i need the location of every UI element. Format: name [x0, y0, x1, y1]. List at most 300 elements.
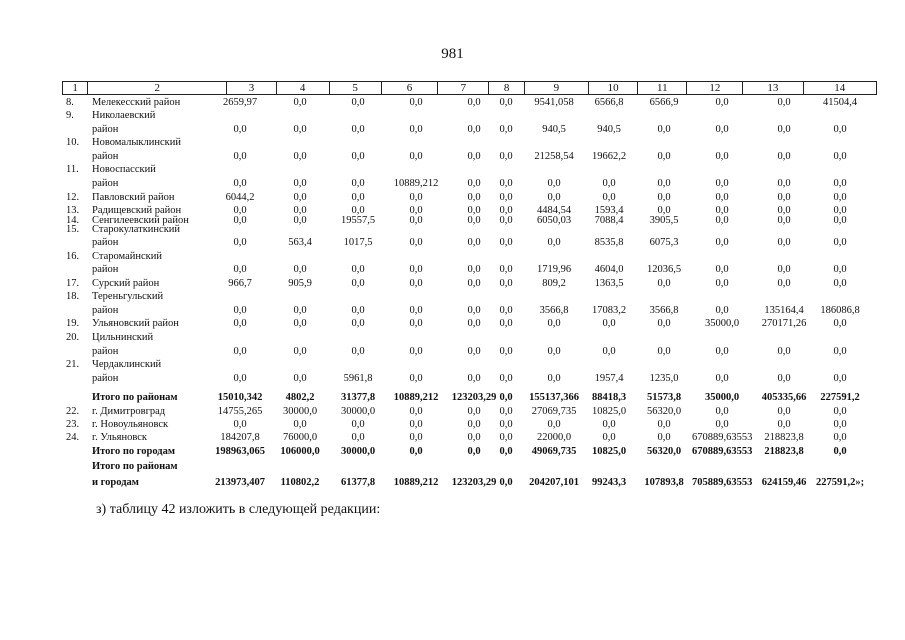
- row-number: 18.: [66, 291, 80, 302]
- row-value: 6566,9: [649, 97, 679, 108]
- row-number: 22.: [66, 406, 80, 417]
- row-value: 0,0: [833, 178, 847, 189]
- row-value: 0,0: [293, 264, 307, 275]
- row-name: Старокулаткинский: [92, 224, 181, 235]
- row-value: 0,0: [409, 205, 423, 216]
- row-value: 0,0: [715, 419, 729, 430]
- row-value: 0,0: [293, 151, 307, 162]
- row-value: 0,0: [467, 97, 481, 108]
- row-value: 0,0: [602, 192, 616, 203]
- row-value: 0,0: [657, 346, 671, 357]
- row-value: 0,0: [715, 205, 729, 216]
- row-value: 0,0: [233, 419, 247, 430]
- row-value: 2659,97: [222, 97, 258, 108]
- row-value: 0,0: [467, 178, 481, 189]
- row-name: Мелекесский район: [92, 97, 181, 108]
- row-number: 10.: [66, 137, 80, 148]
- row-value: 35000,0: [704, 392, 740, 403]
- row-value: 0,0: [467, 305, 481, 316]
- row-value: 670889,63553: [692, 446, 753, 457]
- row-name: район: [92, 373, 119, 384]
- header-cell: 12: [687, 82, 743, 94]
- row-value: 61377,8: [340, 477, 376, 488]
- row-value: 0,0: [499, 278, 513, 289]
- row-value: 0,0: [409, 97, 423, 108]
- row-value: 41504,4: [822, 97, 858, 108]
- row-value: 5961,8: [343, 373, 373, 384]
- row-value: 0,0: [499, 477, 513, 488]
- row-value: 0,0: [409, 264, 423, 275]
- row-value: 76000,0: [282, 432, 318, 443]
- row-number: 19.: [66, 318, 80, 329]
- row-value: 0,0: [467, 192, 481, 203]
- table-row: [0, 192, 905, 204]
- row-value: 10825,0: [591, 406, 627, 417]
- row-name: Новоспасский: [92, 164, 156, 175]
- row-value: 0,0: [499, 346, 513, 357]
- row-value: 0,0: [777, 215, 791, 226]
- row-value: 0,0: [777, 205, 791, 216]
- row-value: 0,0: [293, 419, 307, 430]
- row-value: 0,0: [715, 151, 729, 162]
- row-value: 0,0: [233, 264, 247, 275]
- row-value: 31377,8: [340, 392, 376, 403]
- row-value: 218823,8: [764, 432, 804, 443]
- row-value: 0,0: [715, 178, 729, 189]
- row-name: Цильнинский: [92, 332, 154, 343]
- row-value: 0,0: [499, 178, 513, 189]
- table-row: [0, 178, 905, 190]
- row-value: 19662,2: [591, 151, 627, 162]
- table-row: [0, 224, 905, 236]
- row-number: 23.: [66, 419, 80, 430]
- row-value: 0,0: [715, 192, 729, 203]
- row-value: 106000,0: [280, 446, 320, 457]
- row-value: 0,0: [777, 278, 791, 289]
- row-value: 0,0: [547, 237, 561, 248]
- header-cell: 1: [63, 82, 88, 94]
- row-value: 123203,29: [451, 477, 497, 488]
- row-value: 204207,101: [529, 477, 579, 488]
- row-value: 0,0: [657, 278, 671, 289]
- row-value: 1719,96: [536, 264, 572, 275]
- row-value: 0,0: [777, 346, 791, 357]
- row-value: 0,0: [833, 419, 847, 430]
- row-value: 0,0: [467, 237, 481, 248]
- table-row: [0, 359, 905, 371]
- table-row: [0, 392, 905, 404]
- row-value: 0,0: [499, 392, 513, 403]
- row-value: 0,0: [547, 346, 561, 357]
- row-value: 0,0: [409, 446, 423, 457]
- row-value: 4802,2: [285, 392, 315, 403]
- row-value: 3905,5: [649, 215, 679, 226]
- row-value: 0,0: [467, 419, 481, 430]
- row-value: 0,0: [499, 446, 513, 457]
- row-value: 0,0: [499, 406, 513, 417]
- row-value: 10889,212: [393, 477, 439, 488]
- row-value: 0,0: [233, 178, 247, 189]
- row-name: Радищевский район: [92, 205, 182, 216]
- header-cell: 8: [489, 82, 524, 94]
- row-value: 0,0: [602, 346, 616, 357]
- row-value: 0,0: [833, 237, 847, 248]
- table-row: [0, 419, 905, 431]
- row-name: Итого по городам: [92, 446, 176, 457]
- header-cell: 5: [330, 82, 382, 94]
- table-row: [0, 151, 905, 163]
- row-name: Сурский район: [92, 278, 160, 289]
- table-row: [0, 264, 905, 276]
- row-value: 227591,2: [820, 392, 860, 403]
- row-value: 0,0: [293, 346, 307, 357]
- row-value: 0,0: [657, 419, 671, 430]
- row-value: 0,0: [409, 346, 423, 357]
- row-value: 0,0: [547, 318, 561, 329]
- header-cell: 6: [382, 82, 439, 94]
- row-value: 0,0: [409, 124, 423, 135]
- row-value: 213973,407: [215, 477, 265, 488]
- header-cell: 9: [525, 82, 589, 94]
- row-value: 1017,5: [343, 237, 373, 248]
- row-value: 0,0: [293, 124, 307, 135]
- row-name: Итого по районам: [92, 392, 178, 403]
- row-value: 0,0: [233, 205, 247, 216]
- table-row: [0, 291, 905, 303]
- row-value: 15010,342: [217, 392, 263, 403]
- row-name: Николаевский: [92, 110, 156, 121]
- header-cell: 14: [834, 82, 846, 94]
- row-value: 0,0: [602, 419, 616, 430]
- row-value: 0,0: [351, 192, 365, 203]
- row-value: 0,0: [293, 305, 307, 316]
- row-name: район: [92, 264, 119, 275]
- row-value: 0,0: [233, 124, 247, 135]
- row-name: Чердаклинский: [92, 359, 162, 370]
- table-row: [0, 164, 905, 176]
- row-value: 0,0: [777, 264, 791, 275]
- table-row: [0, 278, 905, 290]
- row-value: 0,0: [657, 151, 671, 162]
- row-value: 405335,66: [761, 392, 807, 403]
- row-value: 0,0: [467, 446, 481, 457]
- row-value: 0,0: [715, 406, 729, 417]
- row-name: Новомалыклинский: [92, 137, 181, 148]
- row-value: 99243,3: [591, 477, 627, 488]
- row-value: 17083,2: [591, 305, 627, 316]
- row-value: 0,0: [293, 192, 307, 203]
- row-number: 12.: [66, 192, 80, 203]
- row-value: 0,0: [409, 305, 423, 316]
- row-value: 88418,3: [591, 392, 627, 403]
- row-value: 940,5: [597, 124, 621, 135]
- row-value: 0,0: [499, 97, 513, 108]
- row-value: 30000,0: [282, 406, 318, 417]
- row-value: 0,0: [833, 151, 847, 162]
- row-value: 0,0: [467, 205, 481, 216]
- row-value: 123203,29: [451, 392, 497, 403]
- row-value: 0,0: [351, 97, 365, 108]
- row-name: Павловский район: [92, 192, 175, 203]
- row-value: 0,0: [467, 373, 481, 384]
- row-value: 0,0: [293, 178, 307, 189]
- row-value: 0,0: [467, 432, 481, 443]
- row-value: 0,0: [499, 419, 513, 430]
- row-value: 0,0: [657, 178, 671, 189]
- row-value: 0,0: [467, 124, 481, 135]
- row-value: 155137,366: [529, 392, 579, 403]
- row-value: 0,0: [602, 178, 616, 189]
- row-value: 51573,8: [646, 392, 682, 403]
- row-number: 16.: [66, 251, 80, 262]
- row-value: 0,0: [777, 237, 791, 248]
- row-value: 0,0: [499, 318, 513, 329]
- row-value: 19557,5: [340, 215, 376, 226]
- row-value: 0,0: [777, 192, 791, 203]
- row-value: 0,0: [409, 373, 423, 384]
- row-value: 705889,63553: [692, 477, 753, 488]
- row-name: г. Ульяновск: [92, 432, 148, 443]
- row-value: 56320,0: [646, 406, 682, 417]
- row-value: 8535,8: [594, 237, 624, 248]
- row-value: 0,0: [467, 264, 481, 275]
- row-value: 0,0: [293, 205, 307, 216]
- row-value: 0,0: [602, 318, 616, 329]
- row-value: 30000,0: [340, 406, 376, 417]
- row-value: 563,4: [288, 237, 312, 248]
- row-value: 186086,8: [820, 305, 860, 316]
- row-value: 0,0: [499, 305, 513, 316]
- row-value: 905,9: [288, 278, 312, 289]
- row-value: 0,0: [777, 124, 791, 135]
- row-number: 17.: [66, 278, 80, 289]
- row-value: 0,0: [409, 419, 423, 430]
- page-number: 981: [441, 46, 464, 62]
- row-value: 0,0: [499, 192, 513, 203]
- row-value: 0,0: [657, 205, 671, 216]
- row-value: 110802,2: [280, 477, 320, 488]
- row-value: 0,0: [715, 373, 729, 384]
- table-row: [0, 251, 905, 263]
- row-value: 0,0: [715, 346, 729, 357]
- row-value: 0,0: [833, 205, 847, 216]
- row-number: 8.: [66, 97, 74, 108]
- row-value: 0,0: [715, 215, 729, 226]
- row-value: 1957,4: [594, 373, 624, 384]
- row-value: 0,0: [409, 237, 423, 248]
- row-value: 49069,735: [531, 446, 577, 457]
- row-value: 0,0: [777, 97, 791, 108]
- table-row: [0, 237, 905, 249]
- row-value: 0,0: [833, 264, 847, 275]
- row-value: 198963,065: [215, 446, 265, 457]
- row-name: район: [92, 124, 119, 135]
- row-number: 11.: [66, 164, 79, 175]
- row-name: район: [92, 151, 119, 162]
- row-value: 1235,0: [649, 373, 679, 384]
- table-row: [0, 346, 905, 358]
- row-value: 0,0: [233, 237, 247, 248]
- row-value: 0,0: [467, 278, 481, 289]
- row-value: 0,0: [351, 151, 365, 162]
- row-value: 1363,5: [594, 278, 624, 289]
- row-value: 0,0: [409, 406, 423, 417]
- footer-instruction: з) таблицу 42 изложить в следующей редакции:: [96, 502, 381, 517]
- row-value: 0,0: [833, 432, 847, 443]
- row-value: 0,0: [833, 215, 847, 226]
- row-value: 10889,212: [393, 392, 439, 403]
- row-value: 0,0: [351, 318, 365, 329]
- row-value: 107893,8: [644, 477, 684, 488]
- row-value: 0,0: [351, 305, 365, 316]
- row-value: 0,0: [409, 215, 423, 226]
- row-value: 0,0: [833, 373, 847, 384]
- row-value: 0,0: [233, 215, 247, 226]
- row-value: 0,0: [833, 446, 847, 457]
- row-name: г. Димитровград: [92, 406, 166, 417]
- row-value: 0,0: [833, 278, 847, 289]
- row-value: 0,0: [833, 192, 847, 203]
- row-name: район: [92, 305, 119, 316]
- row-number: 14.: [66, 215, 80, 226]
- table-row: [0, 406, 905, 418]
- row-name: район: [92, 178, 119, 189]
- table-row: [0, 373, 905, 385]
- row-value: 0,0: [499, 124, 513, 135]
- row-value: 6566,8: [594, 97, 624, 108]
- row-value: 809,2: [542, 278, 566, 289]
- row-name: район: [92, 237, 119, 248]
- row-value: 0,0: [833, 406, 847, 417]
- row-value: 0,0: [467, 215, 481, 226]
- table-row: [0, 446, 905, 458]
- row-value: 135164,4: [764, 305, 804, 316]
- header-cell: 11: [638, 82, 687, 94]
- row-value: 0,0: [547, 419, 561, 430]
- row-value: 0,0: [233, 305, 247, 316]
- header-cell: 4: [277, 82, 330, 94]
- row-value: 3566,8: [539, 305, 569, 316]
- row-value: 0,0: [409, 151, 423, 162]
- row-value: 0,0: [409, 192, 423, 203]
- row-value: 0,0: [467, 346, 481, 357]
- row-value: 12036,5: [646, 264, 682, 275]
- row-value: 0,0: [602, 432, 616, 443]
- row-value: 670889,63553: [692, 432, 753, 443]
- row-value: 184207,8: [220, 432, 260, 443]
- row-value: 0,0: [715, 97, 729, 108]
- table-header-row: [62, 81, 877, 95]
- row-value: 7088,4: [594, 215, 624, 226]
- row-name: Старомайнский: [92, 251, 163, 262]
- row-value: 1593,4: [594, 205, 624, 216]
- row-value: 6050,03: [536, 215, 572, 226]
- row-value: 30000,0: [340, 446, 376, 457]
- row-value: 0,0: [777, 419, 791, 430]
- row-value: 0,0: [657, 192, 671, 203]
- row-value: 218823,8: [764, 446, 804, 457]
- row-name: Итого по районам: [92, 461, 178, 472]
- row-value: 14755,265: [217, 406, 263, 417]
- table-row: [0, 461, 905, 473]
- row-number: 9.: [66, 110, 74, 121]
- row-value: 0,0: [351, 124, 365, 135]
- row-value: 0,0: [293, 97, 307, 108]
- row-number: 13.: [66, 205, 80, 216]
- row-value: 270171,26: [761, 318, 807, 329]
- table-row: [0, 124, 905, 136]
- row-value: 0,0: [351, 278, 365, 289]
- row-value: 0,0: [715, 305, 729, 316]
- row-value: 0,0: [715, 264, 729, 275]
- row-value: 0,0: [499, 205, 513, 216]
- header-cell: 2: [88, 82, 227, 94]
- table-row: [0, 332, 905, 344]
- row-value: 0,0: [351, 419, 365, 430]
- header-cell: 13: [743, 82, 803, 94]
- table-row: [0, 477, 905, 489]
- row-value: 6075,3: [649, 237, 679, 248]
- row-value: 0,0: [777, 406, 791, 417]
- row-value: 0,0: [499, 264, 513, 275]
- row-value: 0,0: [233, 346, 247, 357]
- row-value: 0,0: [233, 318, 247, 329]
- row-value: 9541,058: [534, 97, 574, 108]
- row-value: 21258,54: [534, 151, 574, 162]
- row-value: 0,0: [499, 432, 513, 443]
- row-value: 0,0: [499, 215, 513, 226]
- row-value: 0,0: [467, 151, 481, 162]
- row-value: 0,0: [715, 278, 729, 289]
- row-value: 0,0: [499, 373, 513, 384]
- table-row: [0, 97, 905, 109]
- row-value: 0,0: [715, 237, 729, 248]
- row-value: 4484,54: [536, 205, 572, 216]
- row-value: 0,0: [657, 124, 671, 135]
- table-row: [0, 137, 905, 149]
- row-name: Сенгилеевский район: [92, 215, 189, 226]
- row-value: 0,0: [467, 406, 481, 417]
- table-row: [0, 432, 905, 444]
- row-value: 27069,735: [531, 406, 577, 417]
- row-value: 0,0: [499, 151, 513, 162]
- row-value: 0,0: [777, 151, 791, 162]
- row-name: г. Новоульяновск: [92, 419, 169, 430]
- row-value: 0,0: [547, 192, 561, 203]
- row-value: 0,0: [351, 346, 365, 357]
- row-value: 22000,0: [536, 432, 572, 443]
- row-value: 0,0: [409, 318, 423, 329]
- row-value: 0,0: [409, 278, 423, 289]
- row-value: 0,0: [351, 432, 365, 443]
- row-value: 940,5: [542, 124, 566, 135]
- row-number: 20.: [66, 332, 80, 343]
- row-name: район: [92, 346, 119, 357]
- row-value: 56320,0: [646, 446, 682, 457]
- table-row: [0, 110, 905, 122]
- row-value: 624159,46: [761, 477, 807, 488]
- row-value: 0,0: [833, 124, 847, 135]
- row-value: 0,0: [547, 178, 561, 189]
- row-name: и городам: [92, 477, 139, 488]
- row-value: 0,0: [293, 318, 307, 329]
- row-value: 966,7: [228, 278, 252, 289]
- row-value: 6044,2: [225, 192, 255, 203]
- row-value: 0,0: [657, 432, 671, 443]
- row-value: 0,0: [715, 124, 729, 135]
- row-value: 0,0: [833, 318, 847, 329]
- row-value: 227591,2»;: [815, 477, 865, 488]
